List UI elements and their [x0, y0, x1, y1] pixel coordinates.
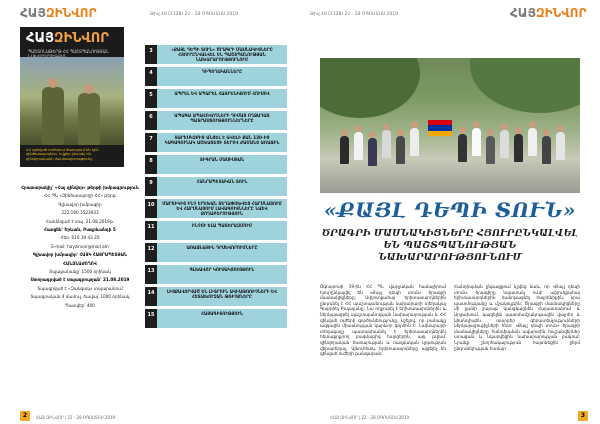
cover-photo — [20, 57, 124, 145]
imprint-line: Տպաքանակը՝ 1500 օրինակ — [49, 269, 111, 275]
imprint-line: Հասցեն՝ Երևան, Բագրևանդի 5 — [44, 227, 116, 233]
person-figure — [396, 136, 405, 164]
imprint-block — [20, 185, 140, 311]
toc-item[interactable] — [145, 243, 287, 262]
toc-item[interactable] — [145, 177, 287, 196]
cover-logo — [26, 31, 109, 46]
imprint-line: Գլխավոր խմբագիր՝ ՀԱՅԿ ՀԱՅՐԱՊԵՏՅԱՆ — [32, 252, 127, 258]
toc-item[interactable] — [145, 133, 287, 152]
person-figure — [514, 134, 523, 162]
person-figure — [542, 136, 551, 164]
toc-title: ՏԱՐԵՍԿԶԲԻՑ ԱՆՑԵԼ Է ԱՎԵԼԻ ՔԱՆ 130-ԻՑ ԿԱԳԱԳՈՒՆԱԿ ԱՇԽԱՏԵՑԻ ՏԵՐՈՎ ԺԱՄԱՆՑ ԱՌԱՋԻՆ — [164, 135, 280, 145]
imprint-line: ՀՀ ՊՆ «Զինծառայողի ՀՀ» թերթ — [44, 193, 116, 199]
group-photo — [320, 58, 580, 193]
cover-thumbnail[interactable] — [20, 27, 124, 167]
article-subheadline: ԾՐԱԳՐԻ ՄԱՍՆԱԿԻՑՆԵՐԸ ՀՅՈՒՐԸՆԿԱԼՎԵԼ ԵՆ ՊԱՇՏՊԱՆՈՒԹՅԱՆ ՆԱԽԱՐԱՐՈՒԹՅՈՒՆՈՒՄ — [321, 228, 579, 263]
article-column-1: Օգոստոսի 19-ին ՀՀ ՊՆ վարչական համալիրում հյուրընկալվել են «Քայլ դեպի տուն» ծրագրի մասնակիցները: Սփյուռքահայ երիտասարդներին ընդունել է ՀՀ պաշտպանության նախարարի տեղակալ Գաբրիել Բալայանը: Նա ողջունել է երիտասարդներին և ներկայացրել պաշտպանության նախարարության և ՀՀ զինված ուժերի գործունեությունը, նշելով, որ բանակը ազգային միասնության կարևոր գործոն է: Նախարարի տեղակալը պատասխանել է երիտասարդներին հետաքրքրող բազմաթիվ հարցերին, այդ թվում՝ զինվորական ծառայության և ռազմական կրթության վերաբերյալ: Այնուհետև երիտասարդները այցելել են զինված ուժերի թանգարան: — [320, 284, 446, 357]
imprint-line: Հրատարակիչ՝ «Հայ զինվոր» թերթի խմբագրություն — [21, 185, 139, 190]
cover-caption: ՀՀ զինված ուժերում ծառայում են կին զինծառայողներ, ովքեր ընտրել են զինվորականի մասնագիտությունը — [26, 148, 99, 161]
logo-part-hay: ՀԱՅ — [20, 6, 46, 20]
toc-item[interactable] — [145, 111, 287, 130]
toc-page-number: 5 — [145, 89, 157, 108]
toc-title: ԴԻՊՈՂԱԿԱՆՆԵՐԸ — [201, 69, 243, 74]
toc-title: «ՔԱՅԼ ԴԵՊԻ ՏՈՒՆ» ԾՐԱԳՐԻ ՄԱՍՆԱԿԻՑՆԵՐԸ ՀՅՈՒՐԸՆԿԱԼՎԵԼ ԵՆ ՊԱՇՏՊԱՆՈՒԹՅԱՆ ՆԱԽԱՐԱՐՈՒԹՅՈՒՆՈՒՄ — [171, 47, 273, 62]
person-figure — [472, 128, 481, 156]
toc-page-number: 15 — [145, 309, 157, 328]
toc-item[interactable] — [145, 287, 287, 306]
masthead-logo — [20, 6, 97, 20]
toc-page-number: 7 — [145, 133, 157, 152]
imprint-line: Տպագրական 4 մամուլ, ծավալ՝ 1000 օրինակ — [30, 294, 130, 300]
toc-page-number: 11 — [145, 221, 157, 240]
toc-item[interactable] — [145, 199, 287, 218]
toc-page-number: 12 — [145, 243, 157, 262]
tree-foliage — [320, 58, 420, 118]
imprint-line: Գլխավոր խմբագիր — [58, 201, 102, 207]
toc-page-number: 3 — [145, 45, 157, 64]
person-figure — [382, 130, 391, 158]
armenian-flag — [428, 120, 452, 136]
toc-item[interactable] — [145, 309, 287, 328]
toc-page-number: 9 — [145, 177, 157, 196]
page-footer: ՀԱՅ ԶԻՆՎՈՐ | 22 - 28 ՕԳՈՍՏՈՍ 2019 — [330, 415, 410, 420]
person-figure — [340, 136, 349, 164]
toc-title: ԳԼԽԱՎՈՐ ԿՈՒՍԱԿՑՈՒԹՅՈՒՆ — [189, 267, 255, 272]
person-figure — [528, 128, 537, 156]
toc-page-number: 6 — [145, 111, 157, 130]
imprint-line: Հեռ. 010 39 43 20 — [60, 235, 100, 241]
toc-item[interactable] — [145, 45, 287, 64]
article-column-2: Հանդիպման ընթացքում նշվեց նաև, որ «Քայլ դեպի տուն» ծրագիրը նպատակ ունի սփյուռքահայ երիտասարդներին ծանոթացնել հայրենիքին, նրա պատմությանը և մշակույթին: Ծրագրի մասնակիցները մի քանի շաբաթ կանցկացնեն Հայաստանում և Արցախում, կայցելեն պատմամշակութային վայրեր և կհանդիպեն տարբեր գերատեսչությունների ներկայացուցիչների հետ: «Քայլ դեպի տուն» ծրագրի մասնակիցները հանդիպման ավարտին հուշանվերներ ստացան և նկարվեցին նախարարության բակում: Նրանք շնորհակալություն հայտնեցին ջերմ ընդունելության համար: — [454, 284, 580, 351]
page-number: 3 — [578, 411, 588, 421]
person-figure — [556, 132, 565, 160]
toc-title: ԼԻՑՔԱՎՈՐՎԱԾ ԵՆ ԼԻՏՐՈՒՆ ԱՎԻԱԹՈՌԻՉՆԵՐԻ ԵՎ ՀԵՏԱԽՈՒԶԱՆ ԹՌԻՉՔՆԵՐԸ — [166, 289, 278, 299]
logo-part-hay: ՀԱՅ — [510, 6, 536, 20]
imprint-line: Պատվեր՝ 400 — [65, 302, 95, 308]
toc-item[interactable] — [145, 221, 287, 240]
toc-item[interactable] — [145, 67, 287, 86]
person-figure — [354, 132, 363, 160]
toc-title: ՀԱՆՐԱՊԵՏԱԿԱՆ ՏՈՒՆ — [196, 179, 248, 184]
toc-title: ԱՊՐԵԼ ԵՎ ԱՊԱՐԵԼ ՀԱՅՐԵՆԻՔՈՒՄ ՀՈՒՍՈՎ — [174, 91, 270, 96]
table-of-contents — [145, 45, 287, 331]
person-figure — [500, 130, 509, 158]
toc-item[interactable] — [145, 265, 287, 284]
issue-info: Թիվ 40 (1328) 22 - 28 ՕԳՈՍՏՈՍ 2019 — [150, 12, 239, 17]
toc-page-number: 4 — [145, 67, 157, 86]
toc-title: ԱՌԱՋՆԱՅԻՆ ԴՐՍԵՎՈՐՈՒՄՆԵՐԸ — [186, 245, 258, 250]
issue-info: Թիվ 40 (1328) 22 - 28 ՕԳՈՍՏՈՍ 2019 — [310, 12, 399, 17]
page-number: 2 — [20, 411, 30, 421]
cover-subtitle: ՊԱՇՏՈՆԱԹԵՐԹ ՀՀ ՊԱՇՏՊԱՆՈՒԹՅԱՆ — [28, 49, 109, 54]
toc-item[interactable] — [145, 155, 287, 174]
imprint-line: Հանձնված է տպ. 21.08.2019թ. — [45, 218, 115, 224]
imprint-line: ՀԱՆՁՆԱԺՈՂՈՎ — [63, 260, 97, 266]
soldier-figure — [42, 87, 64, 145]
person-figure — [368, 138, 377, 166]
toc-page-number: 10 — [145, 199, 157, 218]
person-figure — [410, 128, 419, 156]
toc-page-number: 8 — [145, 155, 157, 174]
toc-page-number: 14 — [145, 287, 157, 306]
logo-part-zinvor: ԶԻՆՎՈՐ — [45, 6, 97, 20]
toc-title: ԻՆՉՈՒ ԵԼԱ ՊԱՏԵՐԱԶՄՈՒՄ — [191, 223, 253, 228]
page-footer: ՀԱՅ ԶԻՆՎՈՐ | 22 - 28 ՕԳՈՍՏՈՍ 2019 — [36, 415, 116, 420]
imprint-line: E-mail: hayzinvor@mail.am — [51, 243, 109, 249]
toc-item[interactable] — [145, 89, 287, 108]
soldier-figure — [78, 93, 100, 145]
cover-logo-hay: ՀԱՅ — [26, 31, 54, 46]
toc-page-number: 13 — [145, 265, 157, 284]
toc-title: ՄԱՐՏԻԿԻՑ ԻՆՉ ԵՐԵԽԱՆ ՏԵՂԱՓՈԽՎԵՑ ՀԱՐՍՆԱՑՈՒՄ ԵՎ ՀԱՐՍՆԱՑՈՒՄ ԼԱՎԱԳՈՒՅՆՆԵՐԸ ՆԱԵՎ ՔՈՂԱԲԵՐՈՒԹՅՈՒՆ — [162, 201, 282, 216]
imprint-line: 222.160 1523933 — [61, 210, 99, 216]
imprint-line: Ստորագրված է տպագրության՝ 21.08.2019 — [30, 277, 130, 283]
person-figure — [486, 136, 495, 164]
tree-foliage — [470, 58, 580, 113]
toc-title: ՏԻԳՐԱՆ ՄԱՍԻՍՅԱՆ — [199, 157, 245, 162]
person-figure — [458, 134, 467, 162]
masthead-logo — [510, 6, 587, 20]
toc-title: ԱՊԱԳԱ ԱՊԱՀՈՎՈՂՆԵՐԻ ԴԻՄԱՑ ՈՂՋԱԴԱՏ ՊԱՏՐԱՍՏՈՒԹՅՈՒՆՆԵՐՆԵՐԸ — [174, 113, 270, 123]
logo-part-zinvor: ԶԻՆՎՈՐ — [535, 6, 587, 20]
cover-logo-zinvor: ԶԻՆՎՈՐ — [54, 31, 109, 46]
article-headline: «ՔԱՅԼ ԴԵՊԻ ՏՈՒՆ» — [323, 198, 577, 222]
toc-title: ՀԱՅԱԳԻՏՈՒԹՅՈՒՆ — [201, 311, 243, 316]
imprint-line: Տպագրված է «Զանգակ» տպարանում — [37, 285, 123, 291]
